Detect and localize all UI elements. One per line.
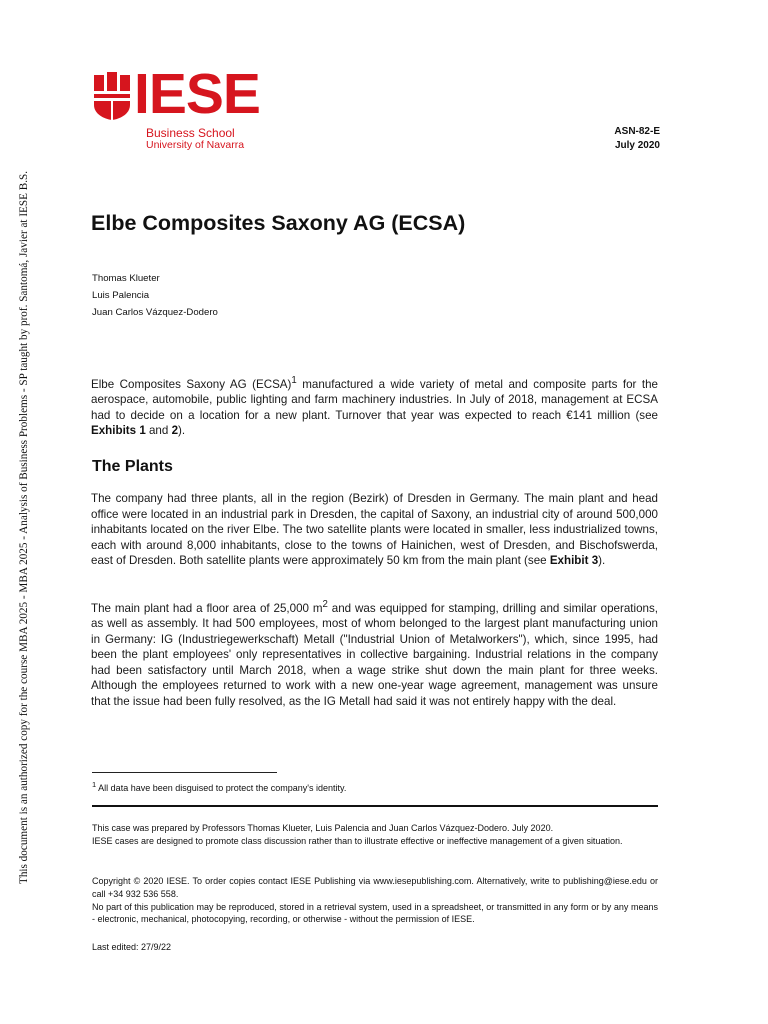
intro-text: manufactured a wide variety of metal and composite parts for the aerospace, automobile, public lighting and farm machinery industries. In July of 2018, management at ECSA had to decide on a location for a new plant. Turnover that year was expected to reach €141 million (see xyxy=(91,377,658,422)
footer-preparation-note xyxy=(92,822,658,848)
logo-wordmark: IESE xyxy=(134,62,260,126)
footnote-ref[interactable]: 1 xyxy=(291,375,297,386)
iese-logo xyxy=(92,62,260,152)
logo-school-name: Business School xyxy=(146,126,235,140)
author: Juan Carlos Vázquez-Dodero xyxy=(92,307,218,318)
prepared-by: This case was prepared by Professors Thomas Klueter, Luis Palencia and Juan Carlos Vázquez-Dodero. July 2020. xyxy=(92,823,554,833)
copyright-notice: Copyright © 2020 IESE. To order copies contact IESE Publishing via www.iesepublishing.com. Alternatively, write to publishing@iese.edu or call +34 932 536 558. xyxy=(92,876,658,899)
main-plant-paragraph xyxy=(91,597,658,709)
intro-paragraph xyxy=(91,373,658,439)
author-list xyxy=(92,270,218,321)
footnote-text: All data have been disguised to protect the company's identity. xyxy=(96,783,347,793)
exhibit-link[interactable]: Exhibits 1 xyxy=(91,424,146,438)
author: Thomas Klueter xyxy=(92,273,160,284)
footnote xyxy=(92,780,346,793)
plants-paragraph xyxy=(91,491,658,569)
document-meta xyxy=(614,125,660,153)
intro-text: Elbe Composites Saxony AG (ECSA) xyxy=(91,377,292,391)
superscript: 2 xyxy=(322,599,328,610)
rights-notice: No part of this publication may be reproduced, stored in a retrieval system, used in a spreadsheet, or transmitted in any form or by any means - electronic, mechanical, photocopying, recording, or otherwise - without the permission of IESE. xyxy=(92,901,658,925)
exhibit-link[interactable]: 2 xyxy=(171,424,179,438)
paragraph-text: and was equipped for stamping, drilling and similar operations, as well as assembly. It had 500 employees, most of whom belonged to the largest plant manufacturing union in Germany: IG (Industriegewerkschaft) Metall ("Industrial Union of Metalworkers"), which, since 1995, had been the plant employees' only representatives in collective bargaining. Industrial relations in the company had been satisfactory until March 2018, when a wage strike shut down the main plant for three weeks. Although the employees returned to work with a new one-year wage agreement, management was unsure that the issue had been fully resolved, as the IG Metall had said it was not entirely happy with the deal. xyxy=(91,601,658,708)
document-code: ASN-82-E xyxy=(614,126,660,137)
paragraph-text: The company had three plants, all in the region (Bezirk) of Dresden in Germany. The main plant and head office were located in an industrial park in Dresden, the capital of Saxony, an industrial city of around 500,000 inhabitants located on the river Elbe. The two satellite plants were located in smaller, less industrialized towns, each with around 8,000 inhabitants, close to the towns of Hainichen, west of Dresden, and Bischofswerda, east of Dresden. Both satellite plants were approximately 50 km from the main plant (see xyxy=(91,492,658,567)
paragraph-text: The main plant had a floor area of 25,000 m xyxy=(91,601,323,615)
footer-last-edited: Last edited: 27/9/22 xyxy=(92,942,172,952)
case-purpose: IESE cases are designed to promote class discussion rather than to illustrate effective or ineffective management of a given situation. xyxy=(92,835,623,846)
intro-text: and xyxy=(145,424,172,438)
footnote-marker: 1 xyxy=(92,780,97,789)
exhibit-link[interactable]: Exhibit 3 xyxy=(549,554,599,567)
iese-shield-icon xyxy=(92,72,134,120)
intro-text: ). xyxy=(178,424,186,438)
paragraph-text: ). xyxy=(598,554,606,567)
footer-copyright xyxy=(92,875,658,926)
section-heading: The Plants xyxy=(92,458,173,475)
footer-divider xyxy=(92,805,658,807)
author: Luis Palencia xyxy=(92,290,150,301)
footnote-divider xyxy=(92,772,277,773)
document-date: July 2020 xyxy=(614,140,660,151)
case-title: Elbe Composites Saxony AG (ECSA) xyxy=(91,211,466,235)
authorized-copy-notice: This document is an authorized copy for the course MBA 2025 - MBA 2025 - Analysis of Business Problems - SP taught by prof. Santomá, Javier at IESE B.S. xyxy=(18,170,30,884)
logo-university-name: University of Navarra xyxy=(146,139,245,151)
